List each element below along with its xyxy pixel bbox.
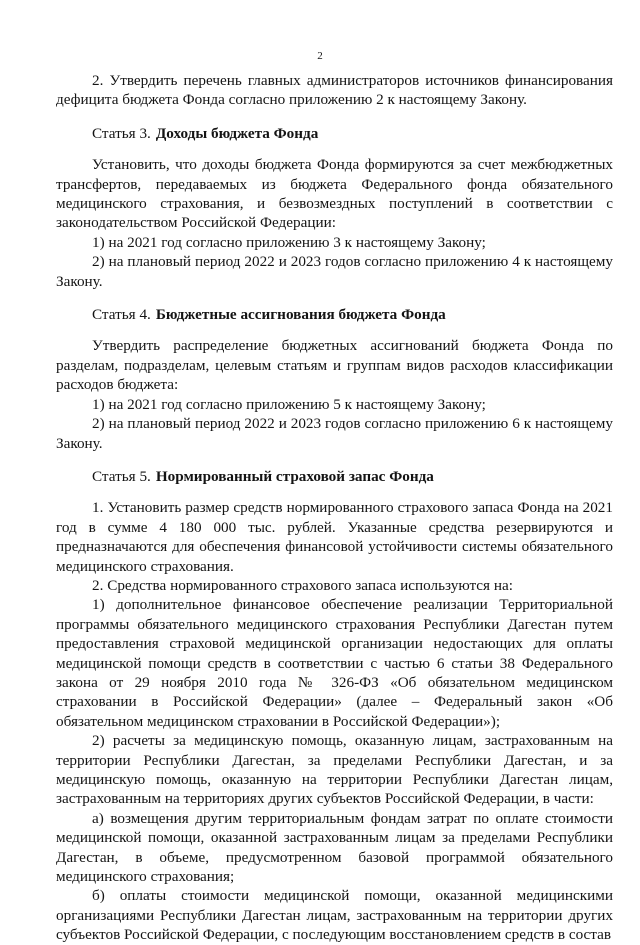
article-3-title: Доходы бюджета Фонда bbox=[155, 124, 319, 142]
article-4-title: Бюджетные ассигнования бюджета Фонда bbox=[155, 306, 446, 324]
article-5-heading bbox=[92, 467, 613, 486]
article-3-label: Статья 3. bbox=[92, 124, 151, 142]
paragraph-reserve-use-2a: а) возмещения другим территориальным фондам затрат по оплате стоимости медицинской помощи, оказанной застрахованным лицам за пределами Республики Дагестан, в объеме, предусмотренном базовой программой обязательного медицинского страхования; bbox=[56, 809, 613, 886]
paragraph-reserve-uses: 2. Средства нормированного страхового запаса используются на: bbox=[92, 576, 513, 594]
article-5-title: Нормированный страховой запас Фонда bbox=[155, 467, 434, 485]
paragraph-allocations: Утвердить распределение бюджетных ассигнований бюджета Фонда по разделам, подразделам, целевым статьям и группам видов расходов классификации расходов бюджета: bbox=[56, 337, 613, 394]
paragraph-allocations-2021: 1) на 2021 год согласно приложению 5 к настоящему Закону; bbox=[92, 395, 486, 413]
paragraph-admin-list: 2. Утвердить перечень главных администраторов источников финансирования дефицита бюджета Фонда согласно приложению 2 к настоящему Закону. bbox=[56, 72, 613, 109]
paragraph-reserve-use-1: 1) дополнительное финансовое обеспечение реализации Территориальной программы обязательного медицинского страхования Республики Дагестан путем предоставления страховой медицинской организации недостающих для оплаты медицинской помощи средств в соответствии с частью 6 статьи 38 Федерального закона от 29 ноября 2010 года № 326-ФЗ «Об обязательном медицинском страховании в Российской Федерации» (далее – Федеральный закон «Об обязательном медицинском страховании в Российской Федерации»); bbox=[56, 596, 613, 730]
paragraph-allocations-2022-2023: 2) на плановый период 2022 и 2023 годов согласно приложению 6 к настоящему Закону. bbox=[56, 415, 613, 452]
paragraph-income-2022-2023: 2) на плановый период 2022 и 2023 годов согласно приложению 4 к настоящему Закону. bbox=[56, 253, 613, 290]
article-4-label: Статья 4. bbox=[92, 306, 151, 324]
article-4-heading bbox=[92, 305, 613, 324]
paragraph-reserve-use-2b: б) оплаты стоимости медицинской помощи, оказанной медицинскими организациями Республики Дагестан лицам, застрахованным на территории других субъектов Российской Федерации, с последующим восстановлением средств в состав bbox=[56, 887, 613, 944]
paragraph-reserve-use-2: 2) расчеты за медицинскую помощь, оказанную лицам, застрахованным на территории Республики Дагестан, за пределами Республики Дагестан, и за медицинскую помощь, оказанную на территории Республики Дагестан лицам, застрахованным на территориях других субъектов Российской Федерации, в части: bbox=[56, 732, 613, 808]
article-3-heading bbox=[92, 124, 613, 143]
paragraph-income: Установить, что доходы бюджета Фонда формируются за счет межбюджетных трансфертов, передаваемых из бюджета Федерального фонда обязательного медицинского страхования, и безвозмездных поступлений в соответствии с законодательством Российской Федерации: bbox=[56, 156, 613, 232]
document-body bbox=[56, 71, 613, 945]
paragraph-reserve-amount: 1. Установить размер средств нормированного страхового запаса Фонда на 2021 год в сумме 4 180 000 тыс. рублей. Указанные средства резервируются и предназначаются для обеспечения финансовой устойчивости системы обязательного медицинского страхования. bbox=[56, 499, 613, 575]
paragraph-income-2021: 1) на 2021 год согласно приложению 3 к настоящему Закону; bbox=[92, 233, 486, 251]
page-number: 2 bbox=[317, 50, 323, 62]
article-5-label: Статья 5. bbox=[92, 467, 151, 485]
